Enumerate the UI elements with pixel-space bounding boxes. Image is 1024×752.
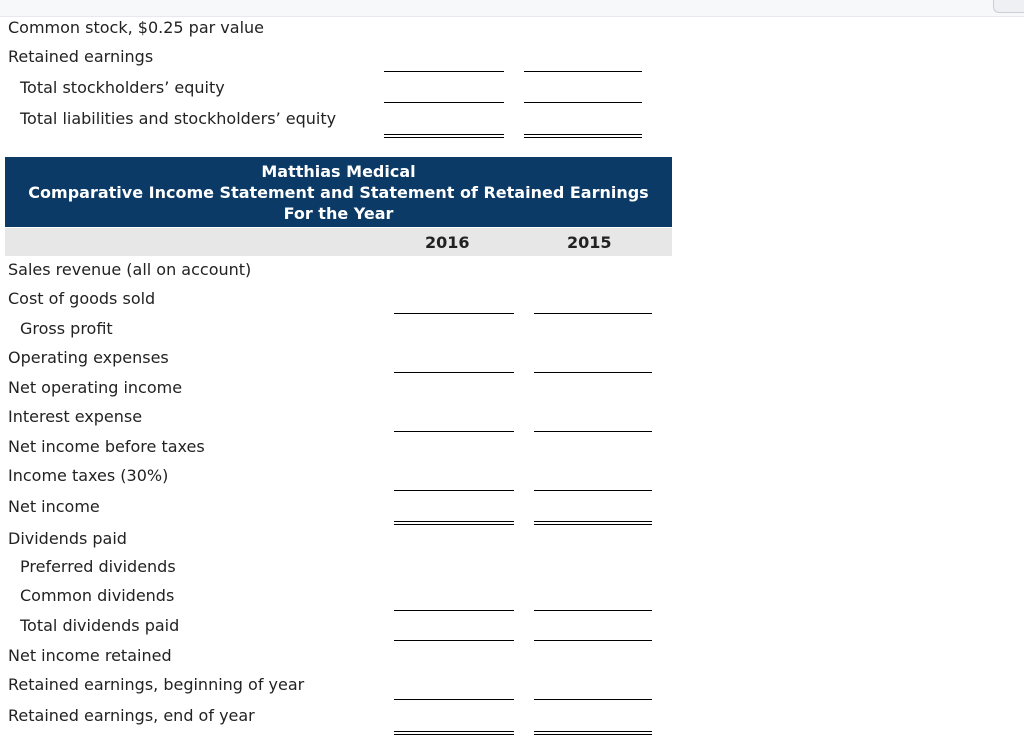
statement-period: For the Year bbox=[283, 204, 394, 223]
subtotal-line bbox=[524, 102, 642, 103]
row-label: Operating expenses bbox=[8, 348, 169, 367]
total-double-line bbox=[534, 521, 652, 525]
subtotal-line bbox=[384, 102, 504, 103]
subtotal-line bbox=[534, 372, 652, 373]
total-double-line bbox=[524, 134, 642, 138]
subtotal-line bbox=[534, 313, 652, 314]
row-label: Preferred dividends bbox=[20, 557, 176, 576]
scroll-corner-handle[interactable] bbox=[993, 0, 1024, 13]
subtotal-line bbox=[394, 640, 514, 641]
total-double-line bbox=[384, 134, 504, 138]
subtotal-line bbox=[534, 431, 652, 432]
subtotal-line bbox=[394, 431, 514, 432]
row-label: Interest expense bbox=[8, 407, 143, 426]
statement-title: Comparative Income Statement and Statement of Retained Earnings bbox=[28, 183, 649, 202]
total-double-line bbox=[534, 731, 652, 735]
row-label: Retained earnings, end of year bbox=[8, 706, 255, 725]
row-label: Common dividends bbox=[20, 586, 175, 605]
row-label: Retained earnings bbox=[8, 47, 154, 66]
subtotal-line bbox=[384, 71, 504, 72]
row-label: Net income before taxes bbox=[8, 437, 205, 456]
row-label: Total dividends paid bbox=[20, 616, 180, 635]
row-label: Net income bbox=[8, 497, 100, 516]
total-double-line bbox=[394, 521, 514, 525]
subtotal-line bbox=[534, 490, 652, 491]
subtotal-line bbox=[534, 640, 652, 641]
total-double-line bbox=[394, 731, 514, 735]
row-label: Income taxes (30%) bbox=[8, 466, 169, 485]
year-2015-header: 2015 bbox=[567, 233, 612, 252]
row-label: Net income retained bbox=[8, 646, 172, 665]
year-header-row bbox=[5, 228, 672, 256]
row-label: Dividends paid bbox=[8, 529, 127, 548]
row-label: Total stockholders’ equity bbox=[20, 78, 225, 97]
statement-header bbox=[5, 157, 672, 227]
row-label: Retained earnings, beginning of year bbox=[8, 675, 305, 694]
subtotal-line bbox=[534, 699, 652, 700]
subtotal-line bbox=[394, 313, 514, 314]
row-label: Total liabilities and stockholders’ equity bbox=[20, 109, 337, 128]
row-label: Net operating income bbox=[8, 378, 183, 397]
row-label: Cost of goods sold bbox=[8, 289, 156, 308]
company-name: Matthias Medical bbox=[261, 162, 416, 181]
row-label: Sales revenue (all on account) bbox=[8, 260, 252, 279]
row-label: Gross profit bbox=[20, 319, 113, 338]
subtotal-line bbox=[394, 610, 514, 611]
row-label: Common stock, $0.25 par value bbox=[8, 18, 264, 37]
subtotal-line bbox=[524, 71, 642, 72]
subtotal-line bbox=[534, 610, 652, 611]
subtotal-line bbox=[394, 372, 514, 373]
subtotal-line bbox=[394, 490, 514, 491]
browser-top-bar bbox=[0, 0, 1024, 17]
year-2016-header: 2016 bbox=[425, 233, 470, 252]
subtotal-line bbox=[394, 699, 514, 700]
